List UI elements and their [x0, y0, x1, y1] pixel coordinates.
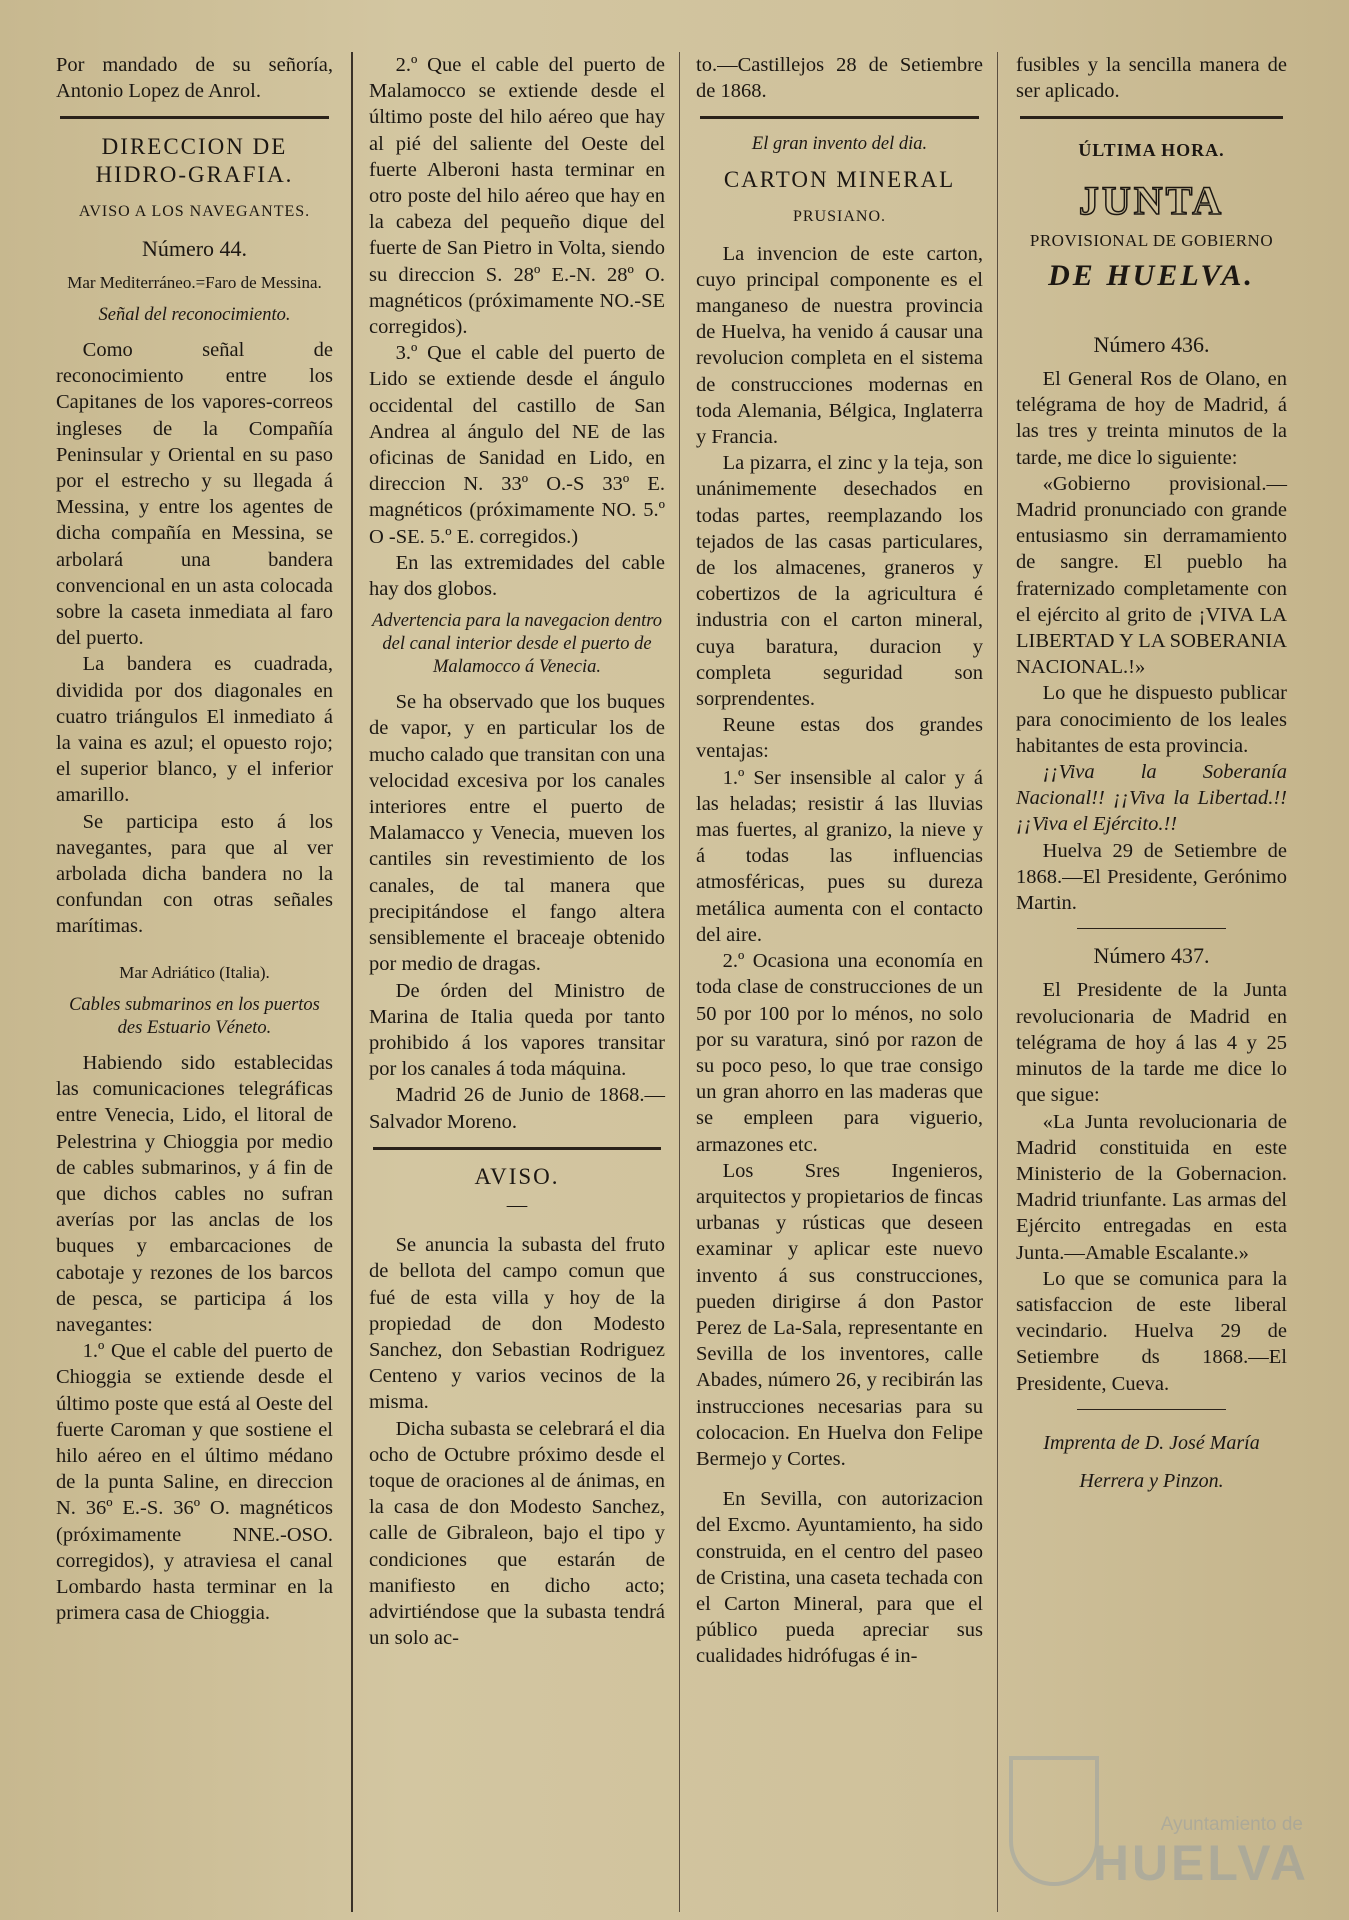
text-block: Por mandado de su señoría, Antonio Lopez de Anrol. — [56, 54, 333, 103]
text-block: Como señal de reconocimiento entre los Capitanes de los vapores-correos ingleses de la Compañía Peninsular y Oriental en su paso por el estrecho y su llegada á Messina, y entre los agentes de dicha compañía en Messina, se arbolará una bandera convencional en un asta colocada sobre la caseta inmediata al faro del puerto. — [56, 339, 333, 650]
column-2 — [351, 52, 679, 1912]
watermark-text: HUELVA — [1092, 1835, 1309, 1891]
text-block: Reune estas dos grandes ventajas: — [696, 714, 983, 763]
italic-heading: El gran invento del dia. — [751, 134, 928, 155]
column-3 — [679, 52, 997, 1912]
watermark-small-text: Ayuntamiento de — [1160, 1814, 1303, 1835]
italic-heading: Cables submarinos en los puertos des Estuario Véneto. — [69, 994, 320, 1038]
text-block: 2.º Ocasiona una economía en toda clase de construcciones de un 50 por 100 por lo ménos, no solo por su varatura, sinó por razon de su poco peso, lo que trae consigo un gran ahorro en las maderas que se empleen para viguerio, armazones etc. — [696, 950, 983, 1156]
text-block: 3.º Que el cable del puerto de Lido se extiende desde el ángulo occidental del castillo de San Andrea al ángulo del NE de las oficinas de Sanidad en Lido, en direccion N. 33º O.-S 33º E. magnéticos (próximamente NO. 5.º O -SE. 5.º E. corregidos.) — [369, 342, 665, 548]
divider — [373, 1147, 661, 1150]
printer-credit: Imprenta de D. José María Herrera y Pinzon. — [1043, 1431, 1260, 1492]
text-block: Lo que se comunica para la satisfaccion de este liberal vecindario. Huelva 29 de Setiembre ds 1868.—El Presidente, Cueva. — [1016, 1267, 1287, 1395]
text-block: La bandera es cuadrada, dividida por dos diagonales en cuatro triángulos El inmediato á la vaina es azul; el opuesto rojo; el superior blanco, y el inferior amarillo. — [56, 653, 333, 807]
columns — [56, 52, 1321, 1912]
text-block: 2.º Que el cable del puerto de Malamocco se extiende desde el último poste del hilo aéreo que hay al pié del saliente del Oeste del fuerte Alberoni hasta terminar en otro poste del hilo aéreo que hay en la cabeza del pequeño dique del fuerte de San Pietro in Volta, siendo su direccion S. 28º E.-N. 28º O. magnéticos (próximamente NO.-SE corregidos). — [369, 54, 665, 339]
text-block: Madrid 26 de Junio de 1868.—Salvador Moreno. — [369, 1084, 665, 1133]
divider — [1077, 928, 1226, 929]
text-block: «Gobierno provisional.—Madrid pronunciado con grande entusiasmo sin derramamiento de sangre. El pueblo ha fraternizado completamente con el ejército al grito de ¡VIVA LA LIBERTAD Y LA SOBERANIA NACIONAL.!» — [1016, 472, 1287, 679]
text-block: Dicha subasta se celebrará el dia ocho de Octubre próximo desde el toque de oraciones al de ánimas, en la casa de don Modesto Sanchez, calle de Gibraleon, bajo el tipo y condiciones que estarán de manifiesto en dicho acto; advirtiéndose que la subasta tendrá un solo ac- — [369, 1417, 665, 1650]
junta-heading: JUNTA — [1078, 177, 1225, 223]
huelva-heading: DE HUELVA. — [1048, 258, 1255, 292]
shield-icon — [1009, 1756, 1099, 1886]
text-block: Se participa esto á los navegantes, para que al ver arbolada dicha bandera no la confundan con otras señales marítimas. — [56, 810, 333, 938]
section-heading: DIRECCION DE HIDRO-GRAFIA. — [95, 134, 294, 188]
watermark-logo — [1009, 1732, 1309, 1892]
section-subheading: PRUSIANO. — [792, 208, 886, 226]
location-heading: Mar Mediterráneo.=Faro de Messina. — [67, 272, 322, 292]
junta-subheading: PROVISIONAL DE GOBIERNO — [1029, 230, 1274, 250]
notice-number: Número 436. — [1093, 331, 1210, 357]
text-block: La pizarra, el zinc y la teja, son unánimemente desechados en todas partes, reemplazando los tejados de las casas particulares, de los almacenes, graneros y cobertizos de la agricultura é industria con el carton mineral, cuya baratura, duracion y completa seguridad son sorprendentes. — [696, 452, 983, 711]
notice-number: Número 437. — [1093, 943, 1210, 969]
location-heading: Mar Adriático (Italia). — [119, 962, 270, 982]
text-block: La invencion de este carton, cuyo principal componente es el manganeso de nuestra provincia de Huelva, ha venido á causar una revolucion completa en el sistema de construcciones modernas en toda Alemania, Bélgica, Inglaterra y Francia. — [696, 242, 983, 449]
divider — [1077, 1409, 1226, 1410]
text-block: fusibles y la sencilla manera de ser aplicado. — [1016, 54, 1287, 103]
divider — [700, 116, 979, 119]
section-subheading: AVISO A LOS NAVEGANTES. — [78, 203, 311, 221]
text-block: ¡¡Viva la Soberanía Nacional!! ¡¡Viva la Libertad.!! ¡¡Viva el Ejército.!! — [1016, 761, 1287, 836]
notice-number: Número 44. — [141, 235, 248, 261]
text-block: El General Ros de Olano, en telégrama de hoy de Madrid, á las tres y treinta minutos de la tarde, me dice lo siguiente: — [1016, 368, 1287, 469]
column-4 — [997, 52, 1293, 1912]
text-block: En Sevilla, con autorizacion del Excmo. Ayuntamiento, ha sido construida, en el centro del paseo de Cristina, una caseta techada con el Carton Mineral, para que el público pueda apreciar sus cualidades hidrófugas é in- — [696, 1488, 983, 1668]
text-block: Se ha observado que los buques de vapor, y en particular los de mucho calado que transitan con una velocidad excesiva por los canales interiores entre el puerto de Malamacco y Venecia, mueven los cantiles sin revestimiento de los canales, de tal manera que precipitándose el fango altera sensiblemente el braceaje obtenido por medio de dragas. — [369, 691, 665, 976]
text-block: «La Junta revolucionaria de Madrid constituida en este Ministerio de la Gobernacion. Madrid triunfante. Las armas del Ejército entregadas en esta Junta.—Amable Escalante.» — [1016, 1110, 1287, 1264]
text-block: De órden del Ministro de Marina de Italia queda por tanto prohibido á los vapores transitar por los canales á toda máquina. — [369, 979, 665, 1081]
ultima-hora-heading: ÚLTIMA HORA. — [1078, 140, 1225, 161]
text-block: En las extremidades del cable hay dos globos. — [369, 551, 665, 601]
column-1 — [56, 52, 351, 1912]
section-heading: AVISO. — [474, 1163, 560, 1189]
dash-ornament: — — [506, 1193, 528, 1216]
text-block: El Presidente de la Junta revolucionaria de Madrid en telégrama de hoy á las 4 y 25 minutos de la tarde me dice lo que sigue: — [1016, 979, 1287, 1107]
divider — [60, 116, 329, 119]
text-block: 1.º Que el cable del puerto de Chioggia se extiende desde el último poste que está al Oeste del fuerte Caroman y que sostiene el hilo aéreo en el último médano de la punta Saline, en direccion N. 36º E.-S. 36º O. magnéticos (próximamente NNE.-OSO. corregidos), y atraviesa el canal Lombardo hasta terminar en la primera casa de Chioggia. — [56, 1340, 333, 1625]
divider — [1020, 116, 1283, 119]
italic-heading: Señal del reconocimiento. — [98, 305, 291, 326]
text-block: to.—Castillejos 28 de Setiembre de 1868. — [696, 54, 983, 103]
text-block: Habiendo sido establecidas las comunicaciones telegráficas entre Venecia, Lido, el litoral de Pelestrina y Chioggia por medio de cables submarinos, y á fin de que dichos cables no sufran averías por las anclas de los buques y embarcaciones de cabotaje y rezones de los barcos de pesca, se participa á los navegantes: — [56, 1051, 333, 1336]
italic-heading: Advertencia para la navegacion dentro del canal interior desde el puerto de Malamocco á Venecia. — [371, 611, 663, 678]
section-heading: CARTON MINERAL — [723, 167, 956, 193]
text-block: 1.º Ser insensible al calor y á las heladas; resistir á las lluvias mas fuertes, al granizo, la nieve y á todas las influencias atmosféricas, pues su dureza metálica aumenta con el contacto del aire. — [696, 766, 983, 946]
text-block: Lo que he dispuesto publicar para conocimiento de los leales habitantes de esta provincia. — [1016, 682, 1287, 757]
text-block: Huelva 29 de Setiembre de 1868.—El Presidente, Gerónimo Martin. — [1016, 839, 1287, 915]
text-block: Se anuncia la subasta del fruto de bellota del campo comun que fué de esta villa y hoy de la propiedad de don Modesto Sanchez, don Sebastian Rodriguez Centeno y varios vecinos de la misma. — [369, 1234, 665, 1414]
text-block: Los Sres Ingenieros, arquitectos y propietarios de fincas urbanas y rústicas que deseen examinar y aplicar este nuevo invento á sus construcciones, pueden dirigirse á don Pastor Perez de La-Sala, representante en Sevilla de los inventores, calle Abades, número 26, y recibirán las instrucciones necesarias para su colocacion. En Huelva don Felipe Bermejo y Cortes. — [696, 1159, 983, 1470]
